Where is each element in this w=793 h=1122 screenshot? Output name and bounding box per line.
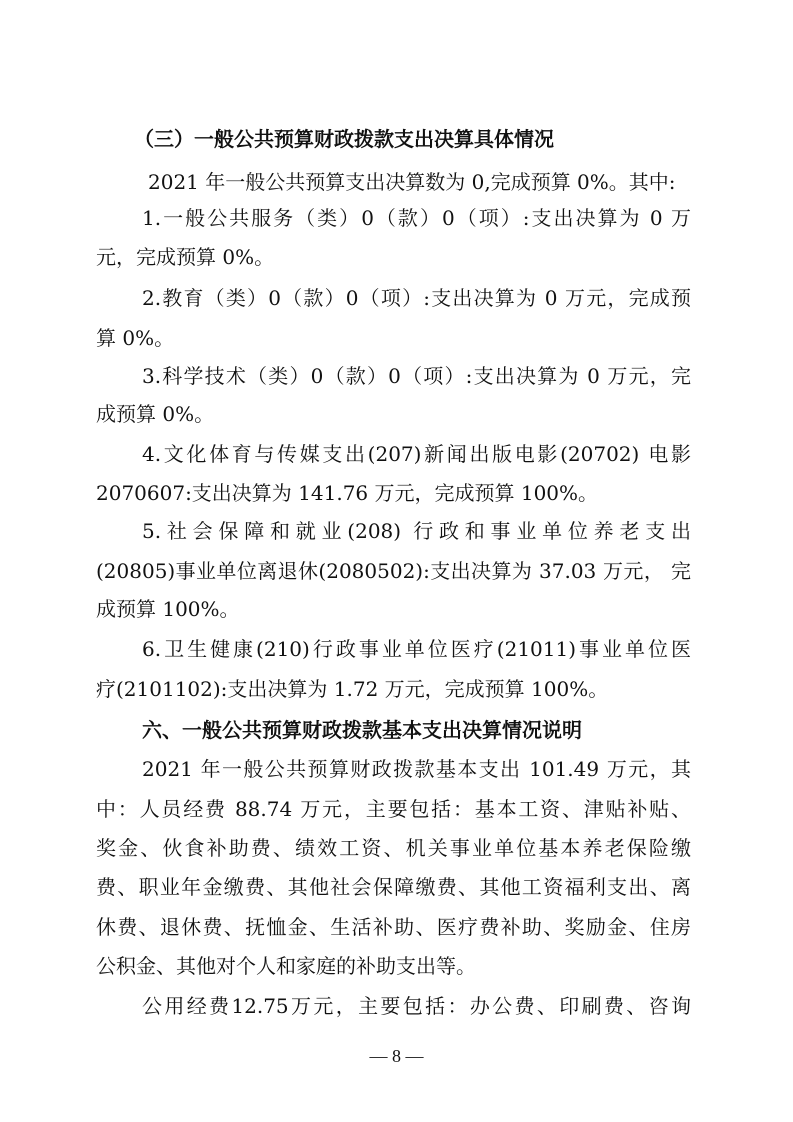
- section-heading-3: （三）一般公共预算财政拨款支出决算具体情况: [134, 127, 554, 151]
- basic-expense-line-1: 2021 年一般公共预算财政拨款基本支出 101.49 万元，其: [142, 757, 691, 781]
- item-2-line-1: 2.教育（类）0（款）0（项）:支出决算为 0 万元，完成预: [142, 286, 691, 310]
- item-4-line-1: 4.文化体育与传媒支出(207)新闻出版电影(20702) 电影: [142, 442, 691, 466]
- basic-expense-line-6: 公积金、其他对个人和家庭的补助支出等。: [96, 954, 476, 978]
- section-heading-6: 六、一般公共预算财政拨款基本支出决算情况说明: [142, 718, 582, 742]
- basic-expense-line-2: 中：人员经费 88.74 万元，主要包括：基本工资、津贴补贴、: [96, 797, 691, 821]
- item-6-line-1: 6.卫生健康(210)行政事业单位医疗(21011)事业单位医: [142, 637, 691, 661]
- item-3-line-2: 成预算 0%。: [96, 402, 215, 426]
- item-5-line-1: 5.社会保障和就业(208) 行政和事业单位养老支出: [142, 519, 691, 543]
- item-4-line-2: 2070607:支出决算为 141.76 万元，完成预算 100%。: [96, 481, 599, 505]
- paragraph-summary: 2021 年一般公共预算支出决算数为 0,完成预算 0%。其中:: [148, 170, 676, 194]
- item-1-line-1: 1.一般公共服务（类）0（款）0（项）:支出决算为 0 万: [142, 206, 691, 230]
- basic-expense-line-4: 费、职业年金缴费、其他社会保障缴费、其他工资福利支出、离: [96, 875, 691, 899]
- basic-expense-line-3: 奖金、伙食补助费、绩效工资、机关事业单位基本养老保险缴: [96, 836, 691, 860]
- page-number: — 8 —: [369, 1046, 424, 1066]
- item-1-line-2: 元，完成预算 0%。: [96, 245, 275, 269]
- item-5-line-2: (20805)事业单位离退休(2080502):支出决算为 37.03 万元， 完: [96, 559, 691, 583]
- item-2-line-2: 算 0%。: [96, 326, 175, 350]
- item-3-line-1: 3.科学技术（类）0（款）0（项）:支出决算为 0 万元，完: [142, 364, 691, 388]
- item-6-line-2: 疗(2101102):支出决算为 1.72 万元，完成预算 100%。: [96, 677, 609, 701]
- item-5-line-3: 成预算 100%。: [96, 597, 240, 621]
- public-expense-line-1: 公用经费12.75万元，主要包括：办公费、印刷费、咨询: [142, 994, 691, 1018]
- basic-expense-line-5: 休费、退休费、抚恤金、生活补助、医疗费补助、奖励金、住房: [96, 915, 691, 939]
